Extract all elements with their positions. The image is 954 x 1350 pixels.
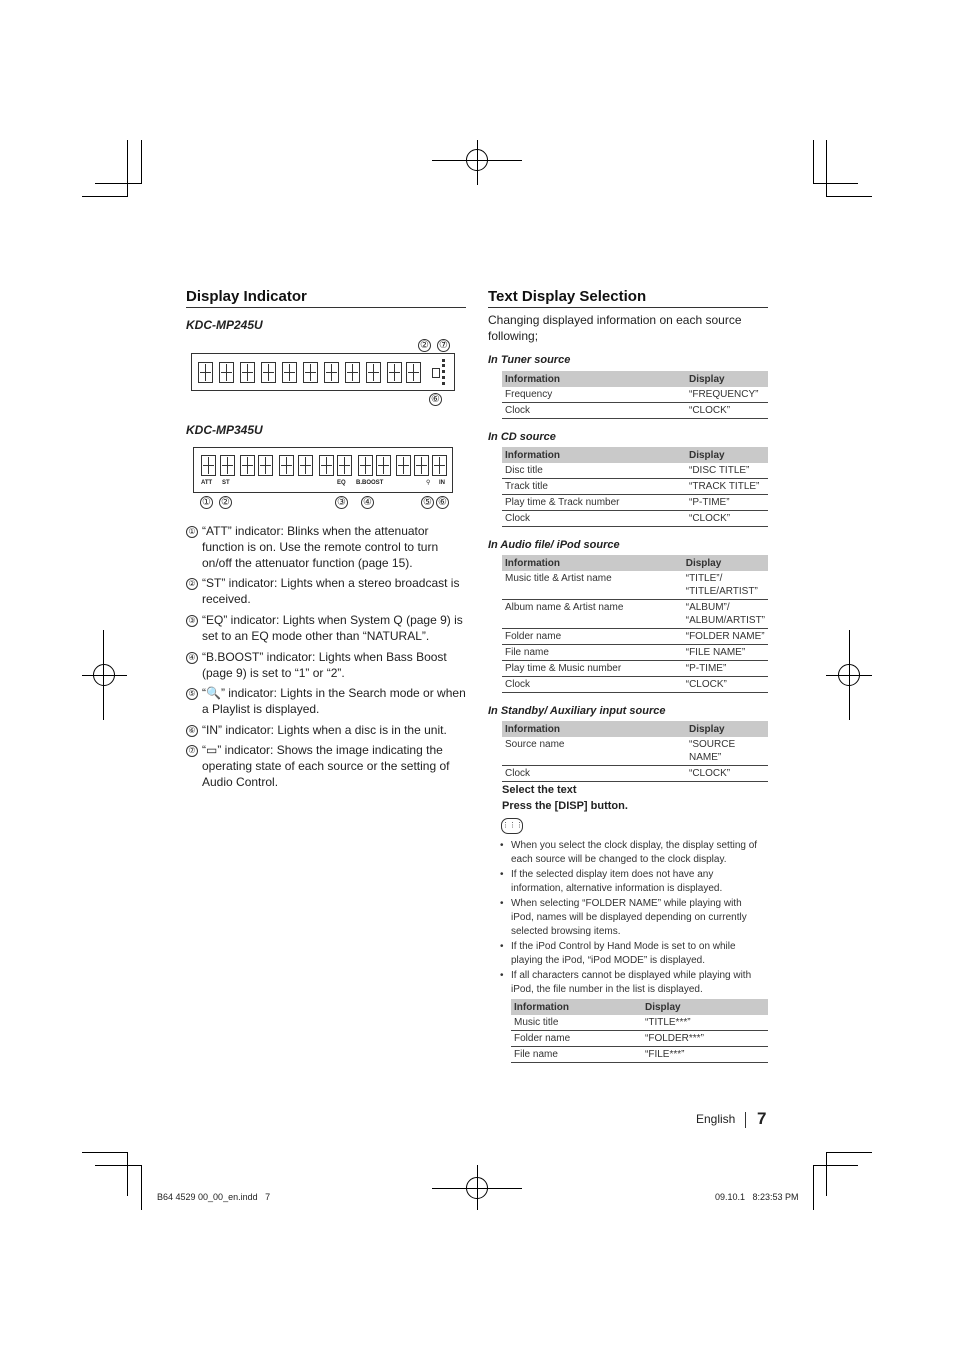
description-item: ② “ST” indicator: Lights when a stereo broadcast is received. — [186, 575, 466, 607]
segment-digit — [282, 362, 297, 383]
ipod-table: Information Display Music title “TITLE***” Folder name “FOLDER***” File name “FILE***” — [511, 999, 768, 1063]
crop-mark — [826, 140, 827, 197]
footer-file-info: B64 4529 00_00_en.indd 7 — [157, 1192, 271, 1202]
description-item: ⑤ “🔍” indicator: Lights in the Search mode or when a Playlist is displayed. — [186, 685, 466, 717]
lcd-display-2 — [193, 447, 453, 493]
select-text-title: Select the text — [502, 784, 577, 796]
segment-digit — [432, 455, 447, 476]
segment-digit — [324, 362, 339, 383]
segment-digit — [387, 362, 402, 383]
tuner-heading: In Tuner source — [488, 354, 571, 366]
crop-mark — [826, 196, 872, 197]
segment-digit — [240, 362, 255, 383]
crop-mark — [141, 140, 142, 184]
standby-heading: In Standby/ Auxiliary input source — [488, 705, 666, 717]
note-item: • When selecting “FOLDER NAME” while playing with iPod, names will be displayed depending on currently selected browsing items. — [500, 897, 765, 939]
indicator-eq: EQ — [337, 480, 346, 486]
registration-circle — [466, 1177, 488, 1199]
callout-6: ⑥ — [436, 496, 449, 509]
crop-mark — [813, 1165, 858, 1166]
callout-2: ② — [418, 339, 431, 352]
segment-digit — [298, 455, 313, 476]
crop-mark — [82, 1152, 128, 1153]
audio-heading: In Audio file/ iPod source — [488, 539, 620, 551]
heading-rule — [186, 307, 466, 308]
crop-mark — [826, 1152, 827, 1196]
registration-circle — [93, 664, 115, 686]
callout-1: ① — [200, 496, 213, 509]
segment-digit — [198, 362, 213, 383]
description-item: ⑦ “▭” indicator: Shows the image indicating the operating state of each source or the setting of Audio Control. — [186, 742, 466, 790]
segment-digit — [319, 455, 334, 476]
footer-divider — [745, 1112, 746, 1128]
note-item: • If the iPod Control by Hand Mode is set to on while playing the iPod, “iPod MODE” is displayed. — [500, 940, 765, 968]
section-heading-display-indicator: Display Indicator — [186, 288, 307, 305]
crop-mark — [95, 1165, 141, 1166]
select-text-step: Press the [DISP] button. — [502, 800, 628, 812]
indicator-bboost: B.BOOST — [356, 480, 384, 486]
intro-text: Changing displayed information on each source following; — [488, 313, 742, 343]
note-item: • If all characters cannot be displayed while playing with iPod, the file number in the list is displayed. — [500, 969, 765, 997]
description-item: ④ “B.BOOST” indicator: Lights when Bass Boost (page 9) is set to “1” or “2”. — [186, 649, 466, 681]
page-number: 7 — [757, 1109, 767, 1128]
registration-circle — [466, 149, 488, 171]
notes-list — [500, 839, 765, 998]
segment-digit — [201, 455, 216, 476]
lcd-display-1 — [191, 353, 455, 391]
crop-mark — [826, 1152, 872, 1153]
callout-4: ④ — [361, 496, 374, 509]
callout-7: ⑦ — [437, 339, 450, 352]
description-item: ③ “EQ” indicator: Lights when System Q (page 9) is set to an EQ mode other than “NATURAL”. — [186, 612, 466, 644]
audio-table: Information Display Music title & Artist name “TITLE”/ “TITLE/ARTIST” Album name & Artist name “ALBUM”/ “ALBUM/ARTIST” Folder name “FOLDER NAME” File name “FILE NAME” Play time & Music number “P-TIME” Clock “CLOCK” — [502, 555, 768, 693]
crop-mark — [127, 1152, 128, 1196]
crop-mark — [82, 196, 128, 197]
segment-digit — [376, 455, 391, 476]
note-item: • If the selected display item does not have any information, alternative information is displayed. — [500, 868, 765, 896]
cd-table: Information Display Disc title “DISC TITLE” Track title “TRACK TITLE” Play time & Track number “P-TIME” Clock “CLOCK” — [502, 447, 768, 527]
callout-2: ② — [219, 496, 232, 509]
level-bars-icon — [442, 359, 450, 385]
footer-language: English — [696, 1112, 736, 1126]
segment-digit — [414, 455, 429, 476]
segment-digit — [337, 455, 352, 476]
segment-digit — [279, 455, 294, 476]
crop-mark — [127, 140, 128, 197]
segment-digit — [219, 362, 234, 383]
crop-mark — [95, 183, 141, 184]
note-item: • When you select the clock display, the display setting of each source will be changed to the clock display. — [500, 839, 765, 867]
segment-digit — [366, 362, 381, 383]
callout-6: ⑥ — [429, 393, 442, 406]
indicator-att: ATT — [201, 480, 213, 486]
model-name-1: KDC-MP245U — [186, 318, 263, 332]
indicator-in: IN — [439, 480, 445, 486]
description-item: ① “ATT” indicator: Blinks when the attenuator function is on. Use the remote control to turn on/off the attenuator function (page 15). — [186, 523, 466, 571]
indicator-st: ST — [222, 480, 230, 486]
heading-rule — [488, 307, 768, 308]
segment-digit — [396, 455, 411, 476]
segment-digit — [240, 455, 255, 476]
description-item: ⑥ “IN” indicator: Lights when a disc is in the unit. — [186, 722, 466, 738]
segment-digit — [406, 362, 421, 383]
segment-digit — [258, 455, 273, 476]
crop-mark — [141, 1165, 142, 1210]
registration-circle — [838, 664, 860, 686]
in-indicator-icon — [432, 368, 440, 378]
crop-mark — [813, 140, 814, 184]
cd-heading: In CD source — [488, 431, 556, 443]
callout-5: ⑤ — [421, 496, 434, 509]
segment-digit — [220, 455, 235, 476]
callout-3: ③ — [335, 496, 348, 509]
segment-digit — [303, 362, 318, 383]
standby-table: Information Display Source name “SOURCE NAME” Clock “CLOCK” — [502, 721, 768, 782]
section-heading-text-display: Text Display Selection — [488, 288, 647, 305]
model-name-2: KDC-MP345U — [186, 423, 263, 437]
note-icon: ⋮⋮⋮ — [501, 818, 523, 834]
crop-mark — [813, 183, 858, 184]
segment-digit — [358, 455, 373, 476]
segment-digit — [345, 362, 360, 383]
search-icon: ⚲ — [426, 480, 431, 486]
tuner-table: Information Display Frequency “FREQUENCY” Clock “CLOCK” — [502, 371, 768, 419]
crop-mark — [813, 1165, 814, 1210]
segment-digit — [261, 362, 276, 383]
footer-timestamp: 09.10.1 8:23:53 PM — [715, 1192, 799, 1202]
